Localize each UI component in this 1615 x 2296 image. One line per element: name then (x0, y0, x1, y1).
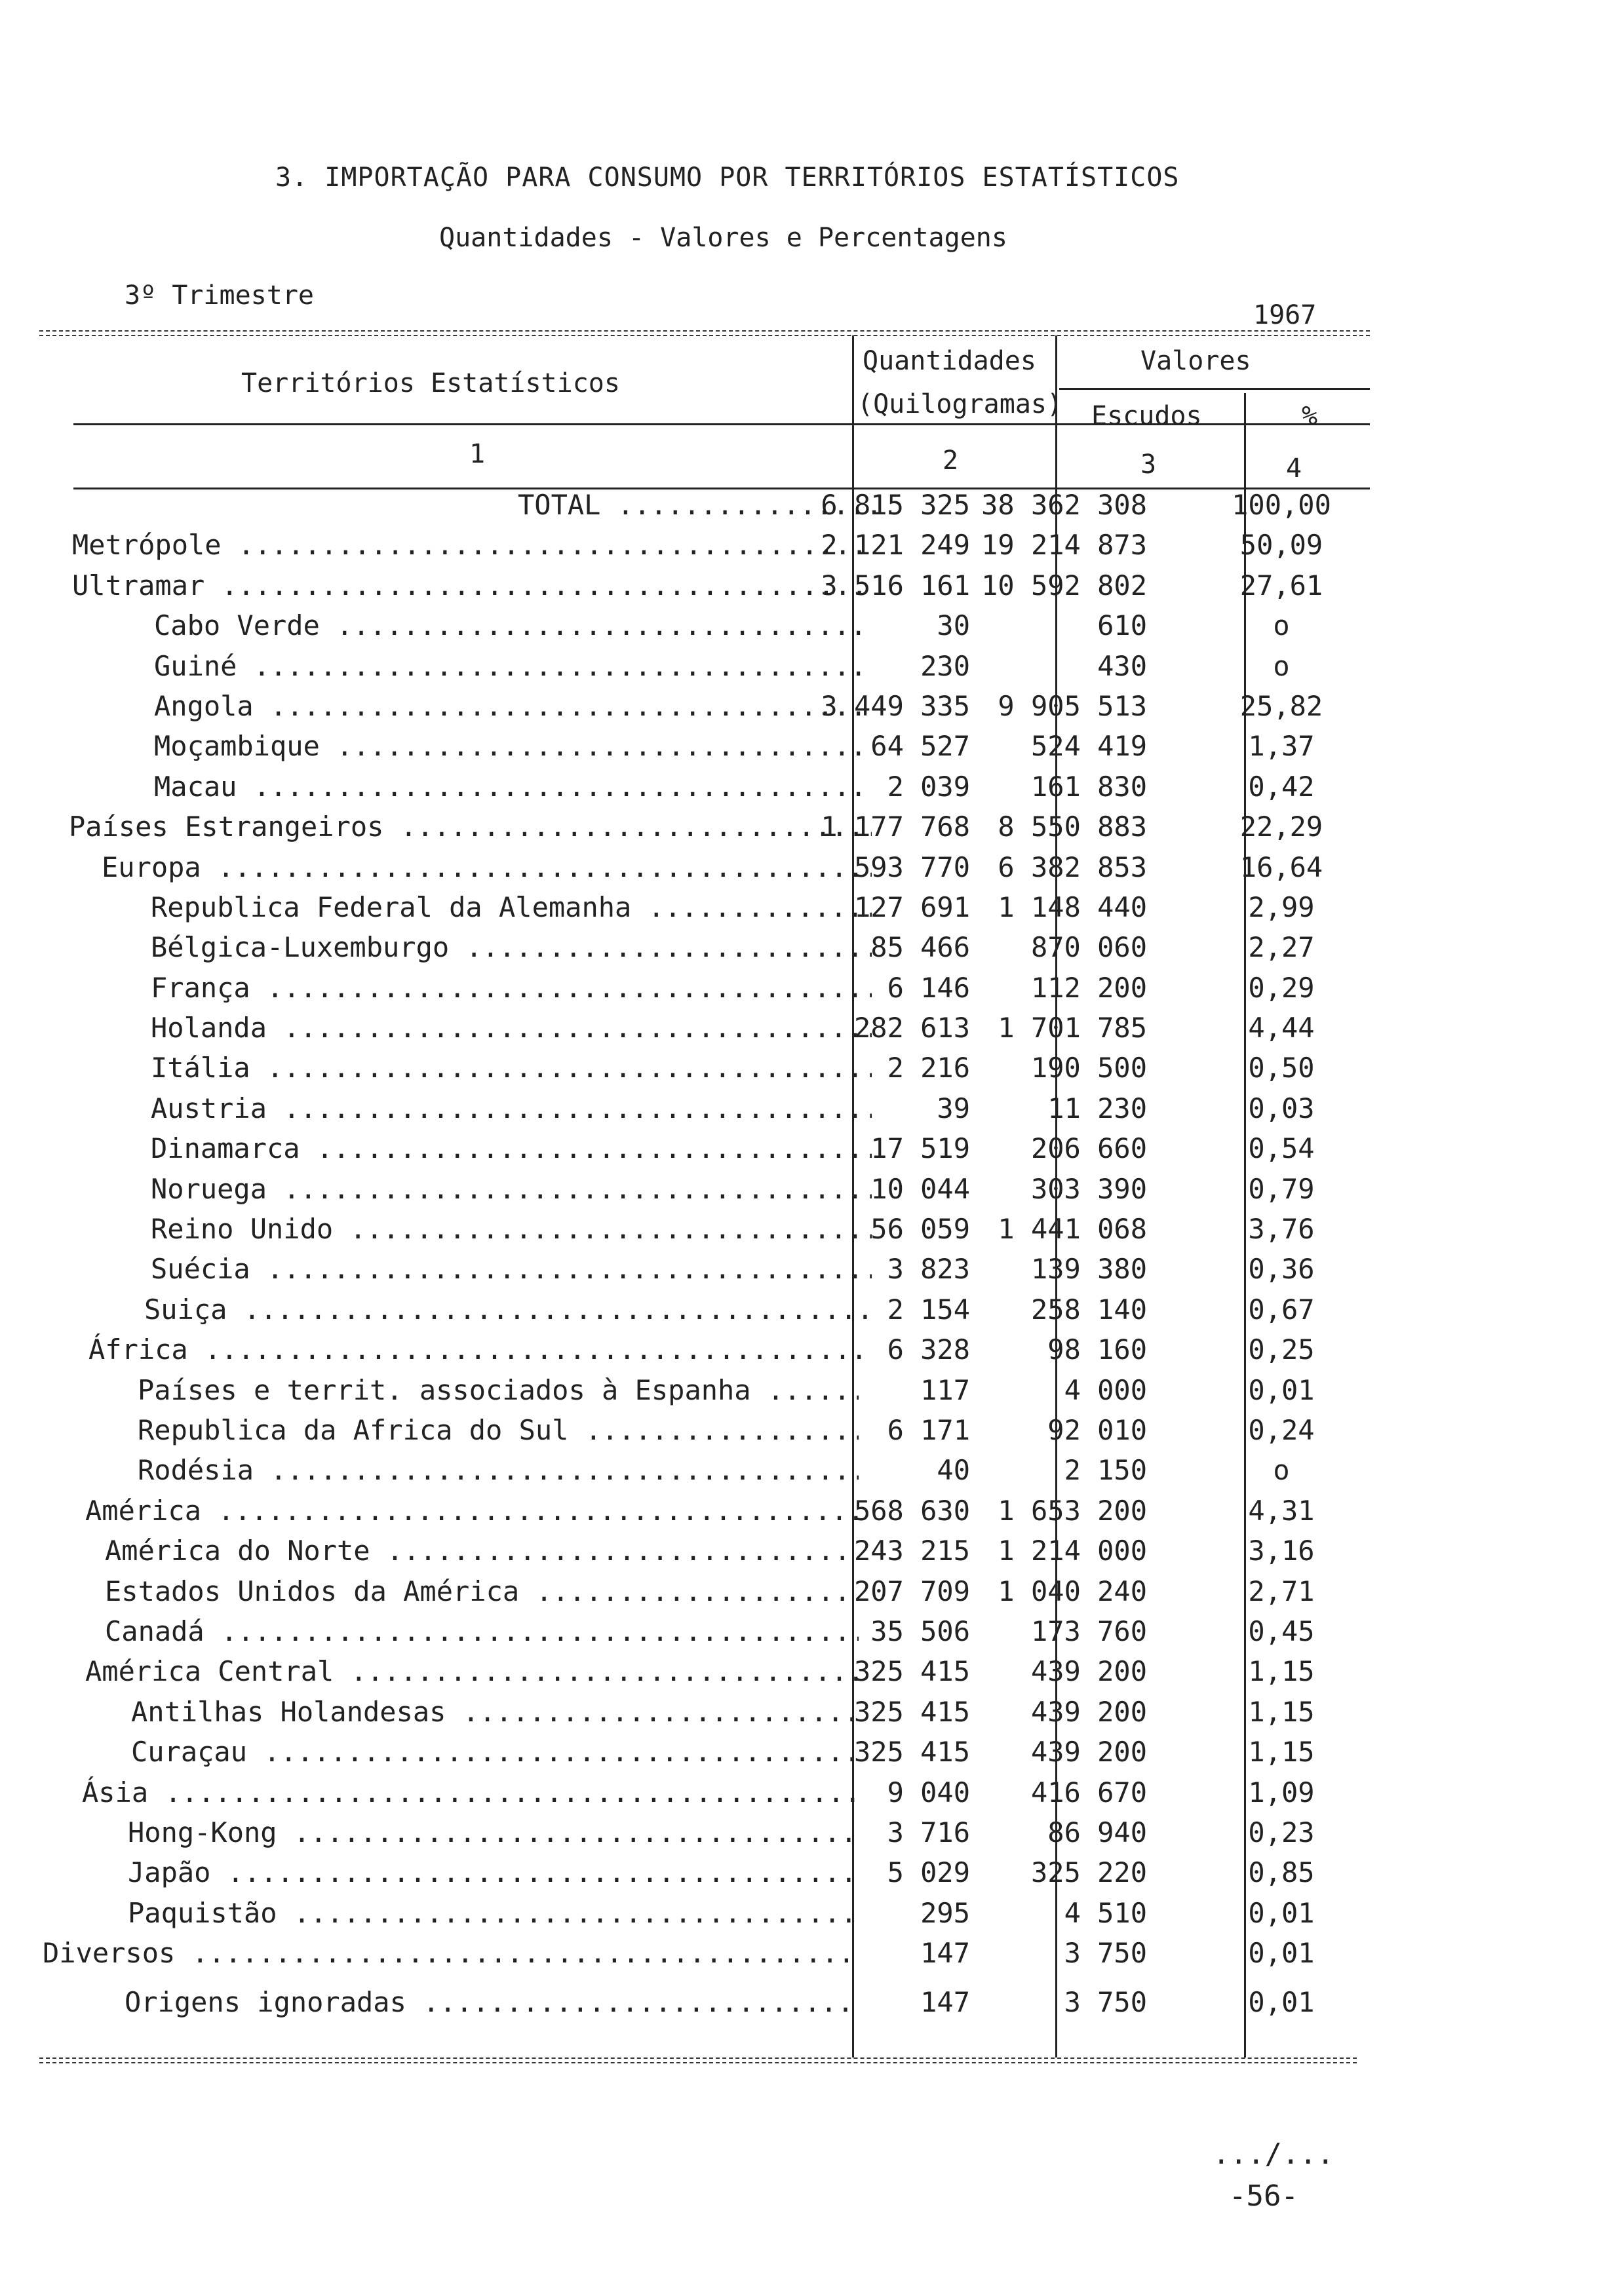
quantity-cell: 3 823 (887, 1253, 970, 1286)
escudos-cell: 86 940 (1047, 1816, 1147, 1848)
percent-cell: 1,15 (1248, 1736, 1315, 1769)
row-label: Rodésia ..... (138, 1450, 859, 1490)
quantity-cell: 3 516 161 (821, 569, 970, 602)
quantity-cell: 17 519 (870, 1132, 970, 1165)
escudos-cell: 173 760 (1030, 1615, 1147, 1647)
continuation-mark: .../... (1213, 2137, 1334, 2171)
escudos-cell: 206 660 (1030, 1132, 1147, 1165)
row-label: África ..... (88, 1330, 872, 1369)
quantity-cell: 325 415 (853, 1736, 970, 1769)
quantity-cell: 325 415 (853, 1695, 970, 1728)
table-row (39, 1209, 1363, 1249)
row-label: Itália ..... (151, 1048, 872, 1088)
row-label: Holanda ..... (151, 1008, 872, 1048)
percent-cell: 25,82 (1239, 689, 1323, 722)
quantity-cell: 6 328 (887, 1333, 970, 1366)
table-row (39, 1410, 1363, 1450)
percent-cell: 0,01 (1248, 1373, 1315, 1406)
escudos-cell: 1 040 240 (998, 1575, 1147, 1607)
row-label: Origens ignoradas ..... (125, 1982, 855, 2022)
quantity-cell: 39 (937, 1092, 970, 1124)
quantity-cell: 593 770 (853, 851, 970, 883)
row-label: Curaçau ..... (131, 1732, 859, 1772)
top-double-rule (39, 330, 1370, 336)
quantity-cell: 147 (920, 1937, 970, 1970)
period-label: 3º Trimestre (125, 280, 314, 311)
percent-cell: 0,54 (1248, 1132, 1315, 1165)
quantity-cell: 3 449 335 (821, 689, 970, 722)
header-col-2: 2 (943, 446, 959, 476)
table-row (39, 525, 1363, 565)
table-row (39, 726, 1363, 766)
percent-cell: 0,23 (1248, 1816, 1315, 1848)
escudos-cell: 139 380 (1030, 1253, 1147, 1286)
quantity-cell: 117 (920, 1373, 970, 1406)
quantity-cell: 40 (937, 1454, 970, 1487)
table-row (39, 1491, 1363, 1531)
table-row (39, 807, 1363, 847)
values-underline (1059, 388, 1370, 390)
quantity-cell: 30 (937, 609, 970, 642)
header-rule (73, 423, 1370, 425)
quantity-cell: 325 415 (853, 1655, 970, 1688)
quantity-cell: 230 (920, 649, 970, 682)
row-label: Países e territ. associados à Espanha ..... (138, 1370, 859, 1410)
escudos-cell: 98 160 (1047, 1333, 1147, 1366)
quantity-cell: 35 506 (870, 1615, 970, 1647)
table-row (39, 1732, 1363, 1772)
quantity-cell: 207 709 (853, 1575, 970, 1607)
quantity-cell: 3 716 (887, 1816, 970, 1848)
percent-cell: 2,27 (1248, 931, 1315, 964)
header-col-1: 1 (469, 439, 486, 469)
table-row (39, 565, 1363, 605)
table-row (39, 686, 1363, 726)
quantity-cell: 6 171 (887, 1413, 970, 1446)
escudos-cell: 870 060 (1030, 931, 1147, 964)
table-row (39, 1772, 1363, 1812)
quantity-cell: 282 613 (853, 1012, 970, 1044)
row-label: Republica da Africa do Sul ..... (138, 1410, 859, 1450)
table-row (39, 1169, 1363, 1209)
escudos-cell: 19 214 873 (981, 529, 1147, 562)
escudos-cell: 9 905 513 (998, 689, 1147, 722)
data-table (39, 485, 1363, 2023)
table-row (39, 1893, 1363, 1933)
quantity-cell: 6 146 (887, 971, 970, 1004)
percent-cell: 4,31 (1248, 1494, 1315, 1527)
header-quantities-line1: Quantidades (863, 346, 1036, 376)
escudos-cell: 8 550 883 (998, 811, 1147, 843)
page-title: 3. IMPORTAÇÃO PARA CONSUMO POR TERRITÓRIOS ESTATÍSTICOS (275, 163, 1180, 193)
quantity-cell: 568 630 (853, 1494, 970, 1527)
escudos-cell: 439 200 (1030, 1655, 1147, 1688)
bottom-double-rule (39, 2057, 1357, 2063)
row-label: Hong-Kong ..... (128, 1812, 859, 1852)
table-row (39, 1088, 1363, 1128)
percent-cell: 1,15 (1248, 1695, 1315, 1728)
escudos-cell: 3 750 (1064, 1937, 1147, 1970)
quantity-cell: 2 121 249 (821, 529, 970, 562)
header-escudos: Escudos (1091, 401, 1202, 431)
quantity-cell: 295 (920, 1896, 970, 1929)
escudos-cell: 190 500 (1030, 1052, 1147, 1084)
percent-cell: 0,29 (1248, 971, 1315, 1004)
row-label: Paquistão ..... (128, 1893, 859, 1933)
percent-cell: 0,01 (1248, 1986, 1315, 2019)
quantity-cell: 1 177 768 (821, 811, 970, 843)
percent-cell: 1,37 (1248, 730, 1315, 763)
quantity-cell: 127 691 (853, 890, 970, 923)
quantity-cell: 6 815 325 (821, 489, 970, 521)
row-label: Noruega ..... (151, 1169, 872, 1209)
page-number: -56- (1229, 2179, 1298, 2213)
percent-cell: 1,09 (1248, 1776, 1315, 1808)
quantity-cell: 64 527 (870, 730, 970, 763)
table-row (39, 767, 1363, 807)
escudos-cell: 325 220 (1030, 1856, 1147, 1889)
quantity-cell: 85 466 (870, 931, 970, 964)
table-row (39, 1290, 1363, 1330)
percent-cell: 4,44 (1248, 1012, 1315, 1044)
percent-cell: o (1273, 609, 1290, 642)
percent-cell: 0,50 (1248, 1052, 1315, 1084)
row-label: América do Norte ..... (105, 1531, 859, 1571)
row-label: Dinamarca ..... (151, 1128, 872, 1168)
row-label: Ultramar ..... (72, 565, 872, 605)
table-row (39, 1128, 1363, 1168)
escudos-cell: 524 419 (1030, 730, 1147, 763)
table-row (39, 1852, 1363, 1892)
row-label: Diversos ..... (43, 1933, 855, 1973)
table-row (39, 968, 1363, 1008)
percent-cell: 0,36 (1248, 1253, 1315, 1286)
table-row (39, 847, 1363, 887)
table-row (39, 646, 1363, 686)
percent-cell: 0,01 (1248, 1896, 1315, 1929)
table-row (39, 1450, 1363, 1490)
percent-cell: 0,42 (1248, 770, 1315, 803)
row-label: Metrópole ..... (72, 525, 872, 565)
escudos-cell: 1 148 440 (998, 890, 1147, 923)
percent-cell: 50,09 (1239, 529, 1323, 562)
escudos-cell: 1 701 785 (998, 1012, 1147, 1044)
quantity-cell: 243 215 (853, 1535, 970, 1567)
row-label: TOTAL ..... (518, 485, 891, 525)
percent-cell: 22,29 (1239, 811, 1323, 843)
percent-cell: 16,64 (1239, 851, 1323, 883)
table-row (39, 1651, 1363, 1691)
quantity-cell: 10 044 (870, 1172, 970, 1205)
escudos-cell: 10 592 802 (981, 569, 1147, 602)
header-percent: % (1302, 401, 1318, 431)
percent-cell: 0,25 (1248, 1333, 1315, 1366)
quantity-cell: 56 059 (870, 1213, 970, 1246)
escudos-cell: 3 750 (1064, 1986, 1147, 2019)
row-label: Antilhas Holandesas ..... (131, 1692, 859, 1732)
table-row (39, 1692, 1363, 1732)
escudos-cell: 161 830 (1030, 770, 1147, 803)
table-row (39, 1571, 1363, 1611)
escudos-cell: 92 010 (1047, 1413, 1147, 1446)
escudos-cell: 416 670 (1030, 1776, 1147, 1808)
quantity-cell: 147 (920, 1986, 970, 2019)
row-label: Guiné ..... (154, 646, 872, 686)
percent-cell: 0,79 (1248, 1172, 1315, 1205)
quantity-cell: 5 029 (887, 1856, 970, 1889)
row-label: Canadá ..... (105, 1611, 859, 1651)
escudos-cell: 11 230 (1047, 1092, 1147, 1124)
table-row (39, 1812, 1363, 1852)
row-label: Suécia ..... (151, 1249, 872, 1289)
escudos-cell: 303 390 (1030, 1172, 1147, 1205)
escudos-cell: 1 441 068 (998, 1213, 1147, 1246)
row-label: Macau ..... (154, 767, 872, 807)
row-label: Republica Federal da Alemanha ..... (151, 887, 872, 927)
row-label: Suiça ..... (144, 1290, 872, 1330)
row-label: Estados Unidos da América ..... (105, 1571, 859, 1611)
row-label: Moçambique ..... (154, 726, 872, 766)
escudos-cell: 4 510 (1064, 1896, 1147, 1929)
percent-cell: 0,01 (1248, 1937, 1315, 1970)
row-label: América Central ..... (85, 1651, 859, 1691)
escudos-cell: 610 (1097, 609, 1147, 642)
escudos-cell: 1 214 000 (998, 1535, 1147, 1567)
row-label: Austria ..... (151, 1088, 872, 1128)
escudos-cell: 258 140 (1030, 1293, 1147, 1326)
header-territories: Territórios Estatísticos (241, 368, 620, 398)
table-row (39, 1982, 1363, 2022)
table-row (39, 1611, 1363, 1651)
escudos-cell: 2 150 (1064, 1454, 1147, 1487)
row-label: Ásia ..... (82, 1772, 859, 1812)
escudos-cell: 38 362 308 (981, 489, 1147, 521)
percent-cell: 0,24 (1248, 1413, 1315, 1446)
quantity-cell: 9 040 (887, 1776, 970, 1808)
header-quantities-line2: (Quilogramas) (857, 389, 1063, 419)
table-row (39, 1370, 1363, 1410)
percent-cell: o (1273, 649, 1290, 682)
percent-cell: 0,85 (1248, 1856, 1315, 1889)
table-row (39, 1048, 1363, 1088)
row-label: Bélgica-Luxemburgo ..... (151, 927, 872, 967)
escudos-cell: 439 200 (1030, 1695, 1147, 1728)
row-label: Europa ..... (102, 847, 872, 887)
table-row (39, 1330, 1363, 1369)
row-label: Cabo Verde ..... (154, 605, 872, 645)
percent-cell: 2,99 (1248, 890, 1315, 923)
escudos-cell: 439 200 (1030, 1736, 1147, 1769)
percent-cell: o (1273, 1454, 1290, 1487)
percent-cell: 2,71 (1248, 1575, 1315, 1607)
quantity-cell: 2 216 (887, 1052, 970, 1084)
row-label: Reino Unido ..... (151, 1209, 872, 1249)
percent-cell: 3,16 (1248, 1535, 1315, 1567)
table-row (39, 1531, 1363, 1571)
escudos-cell: 112 200 (1030, 971, 1147, 1004)
row-label: Países Estrangeiros ..... (69, 807, 872, 847)
escudos-cell: 430 (1097, 649, 1147, 682)
year-label: 1967 (1253, 300, 1317, 330)
table-row (39, 887, 1363, 927)
table-row (39, 927, 1363, 967)
percent-cell: 0,67 (1248, 1293, 1315, 1326)
table-row (39, 485, 1363, 525)
percent-cell: 0,45 (1248, 1615, 1315, 1647)
row-label: França ..... (151, 968, 872, 1008)
header-col-4: 4 (1286, 453, 1302, 484)
quantity-cell: 2 154 (887, 1293, 970, 1326)
row-label: América ..... (85, 1491, 859, 1531)
escudos-cell: 6 382 853 (998, 851, 1147, 883)
header-values: Valores (1140, 346, 1251, 376)
percent-cell: 3,76 (1248, 1213, 1315, 1246)
table-row (39, 605, 1363, 645)
escudos-cell: 1 653 200 (998, 1494, 1147, 1527)
quantity-cell: 2 039 (887, 770, 970, 803)
escudos-cell: 4 000 (1064, 1373, 1147, 1406)
percent-cell: 27,61 (1239, 569, 1323, 602)
row-label: Japão ..... (128, 1852, 859, 1892)
table-row (39, 1933, 1363, 1973)
table-row (39, 1249, 1363, 1289)
percent-cell: 100,00 (1232, 489, 1331, 521)
page-subtitle: Quantidades - Valores e Percentagens (439, 223, 1007, 253)
row-label: Angola ..... (154, 686, 872, 726)
percent-cell: 1,15 (1248, 1655, 1315, 1688)
table-row (39, 1008, 1363, 1048)
header-col-3: 3 (1140, 450, 1157, 480)
percent-cell: 0,03 (1248, 1092, 1315, 1124)
